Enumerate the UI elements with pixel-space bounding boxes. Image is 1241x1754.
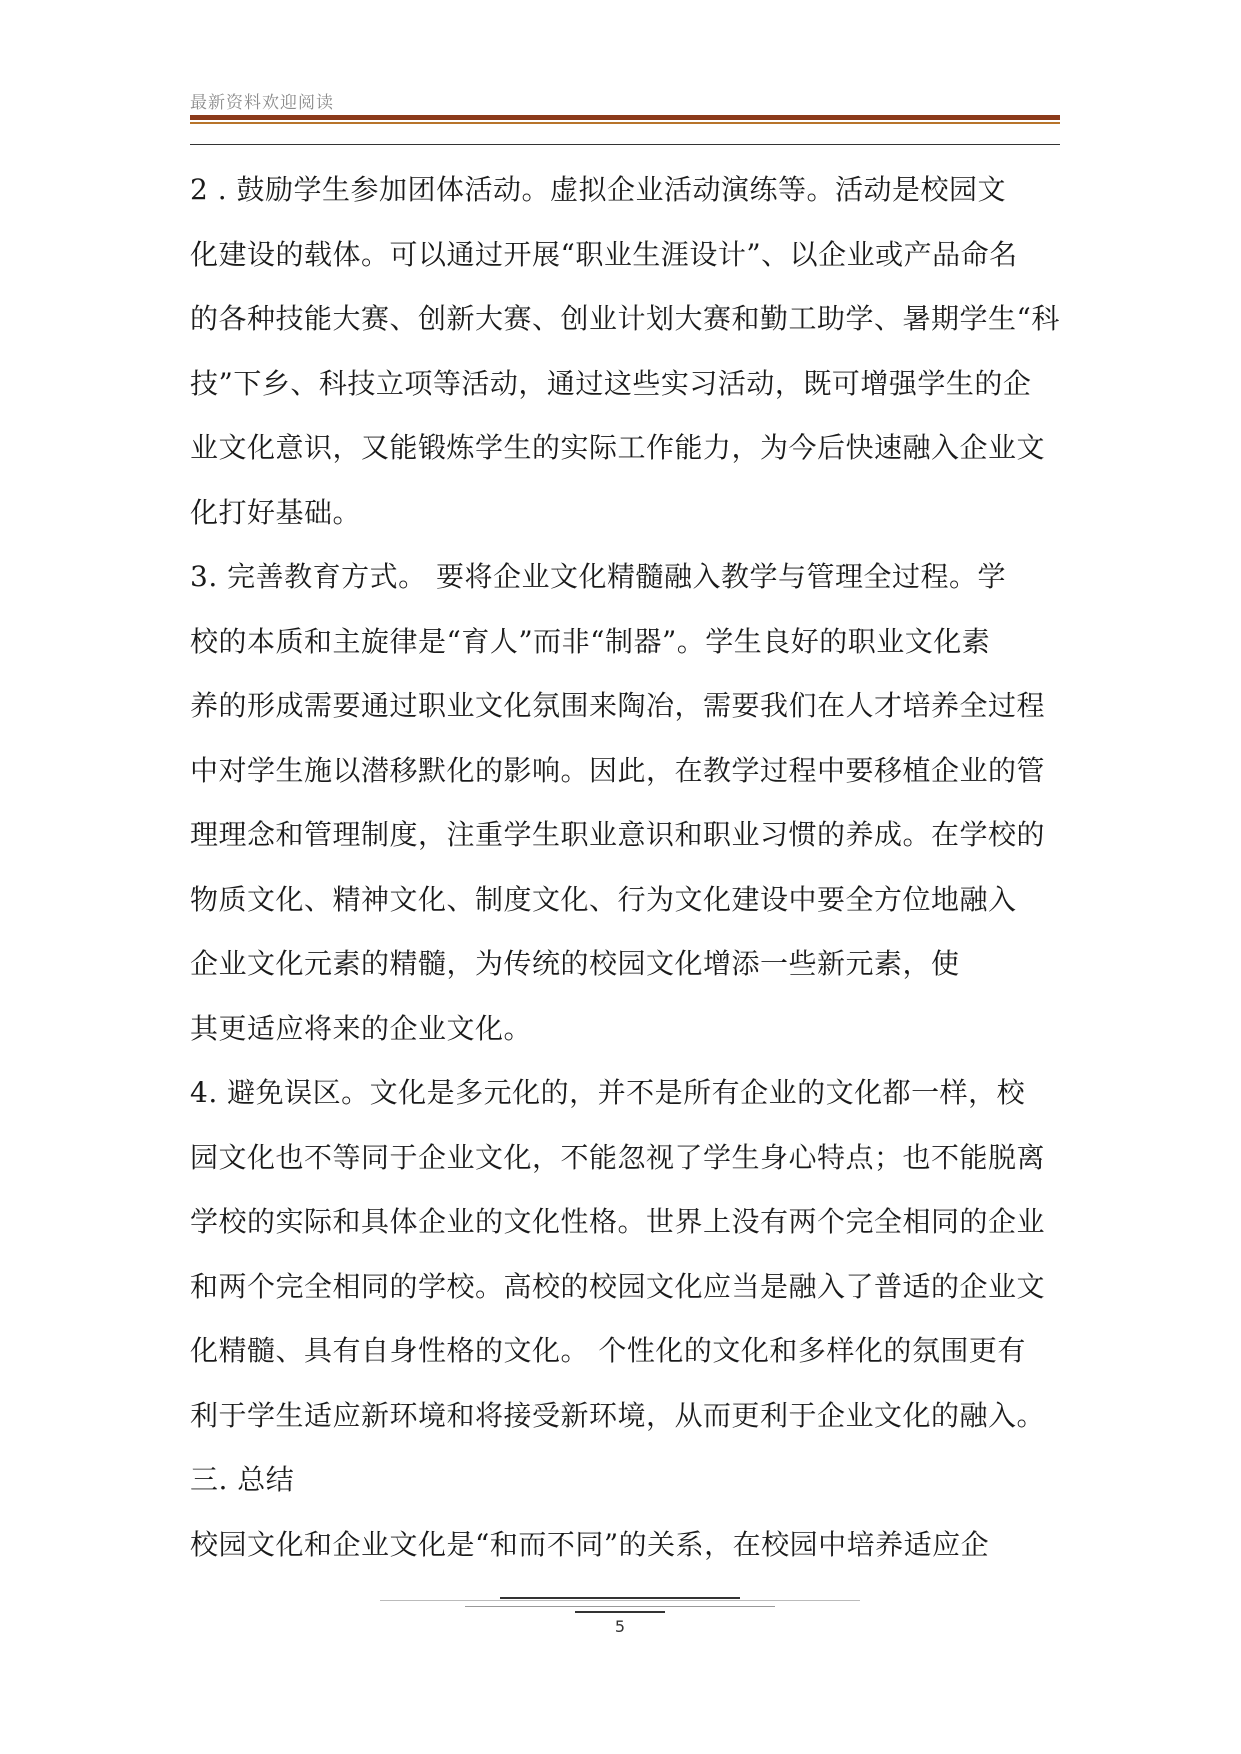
- text-line: 园文化也不等同于企业文化，不能忽视了学生身心特点；也不能脱离: [190, 1140, 1046, 1174]
- text-line: 其更适应将来的企业文化。: [190, 1011, 533, 1045]
- header-rule-black: [190, 144, 1060, 145]
- text-line: 养的形成需要通过职业文化氛围来陶冶，需要我们在人才培养全过程: [190, 689, 1046, 722]
- text-line: 利于学生适应新环境和将接受新环境，从而更利于企业文化的融入。: [190, 1398, 1046, 1432]
- text-line: 学校的实际和具体企业的文化性格。世界上没有两个完全相同的企业: [190, 1205, 1046, 1238]
- page-number: 5: [614, 1617, 626, 1636]
- header-rule-thin: [190, 122, 1060, 124]
- text-line: 业文化意识，又能锻炼学生的实际工作能力，为今后快速融入企业文: [190, 431, 1046, 464]
- text-line: 中对学生施以潜移默化的影响。因此，在教学过程中要移植企业的管: [190, 753, 1046, 787]
- text-line: 4. 避免误区。文化是多元化的，并不是所有企业的文化都一样，校: [190, 1076, 1026, 1109]
- text-line: 物质文化、精神文化、制度文化、行为文化建设中要全方位地融入: [190, 882, 1017, 916]
- text-line: 2 . 鼓励学生参加团体活动。虚拟企业活动演练等。活动是校园文: [190, 173, 1007, 206]
- text-line: 校园文化和企业文化是“和而不同”的关系，在校园中培养适应企: [190, 1527, 990, 1561]
- text-line: 技”下乡、科技立项等活动，通过这些实习活动，既可增强学生的企: [190, 366, 1032, 400]
- section-heading: 三. 总结: [190, 1463, 295, 1496]
- text-line: 化精髓、具有自身性格的文化。 个性化的文化和多样化的氛围更有: [190, 1334, 1026, 1367]
- footer-rule: [465, 1606, 775, 1607]
- footer-rule: [575, 1611, 665, 1613]
- header-rule-thick: [190, 115, 1060, 120]
- running-header: 最新资料欢迎阅读: [190, 93, 334, 113]
- text-line: 化建设的载体。可以通过开展“职业生涯设计”、以企业或产品命名: [190, 237, 1018, 271]
- body-text: [190, 158, 1060, 1577]
- text-line: 校的本质和主旋律是“育人”而非“制器”。学生良好的职业文化素: [190, 624, 991, 658]
- text-line: 化打好基础。: [190, 495, 362, 529]
- text-line: 的各种技能大赛、创新大赛、创业计划大赛和勤工助学、暑期学生“科: [190, 302, 1060, 335]
- footer-rule: [500, 1597, 740, 1599]
- text-line: 理理念和管理制度，注重学生职业意识和职业习惯的养成。在学校的: [190, 818, 1046, 851]
- text-line: 企业文化元素的精髓，为传统的校园文化增添一些新元素，使: [190, 947, 960, 980]
- text-line: 3. 完善教育方式。 要将企业文化精髓融入教学与管理全过程。学: [190, 560, 1007, 593]
- text-line: 和两个完全相同的学校。高校的校园文化应当是融入了普适的企业文: [190, 1269, 1046, 1303]
- footer-rule: [380, 1600, 860, 1601]
